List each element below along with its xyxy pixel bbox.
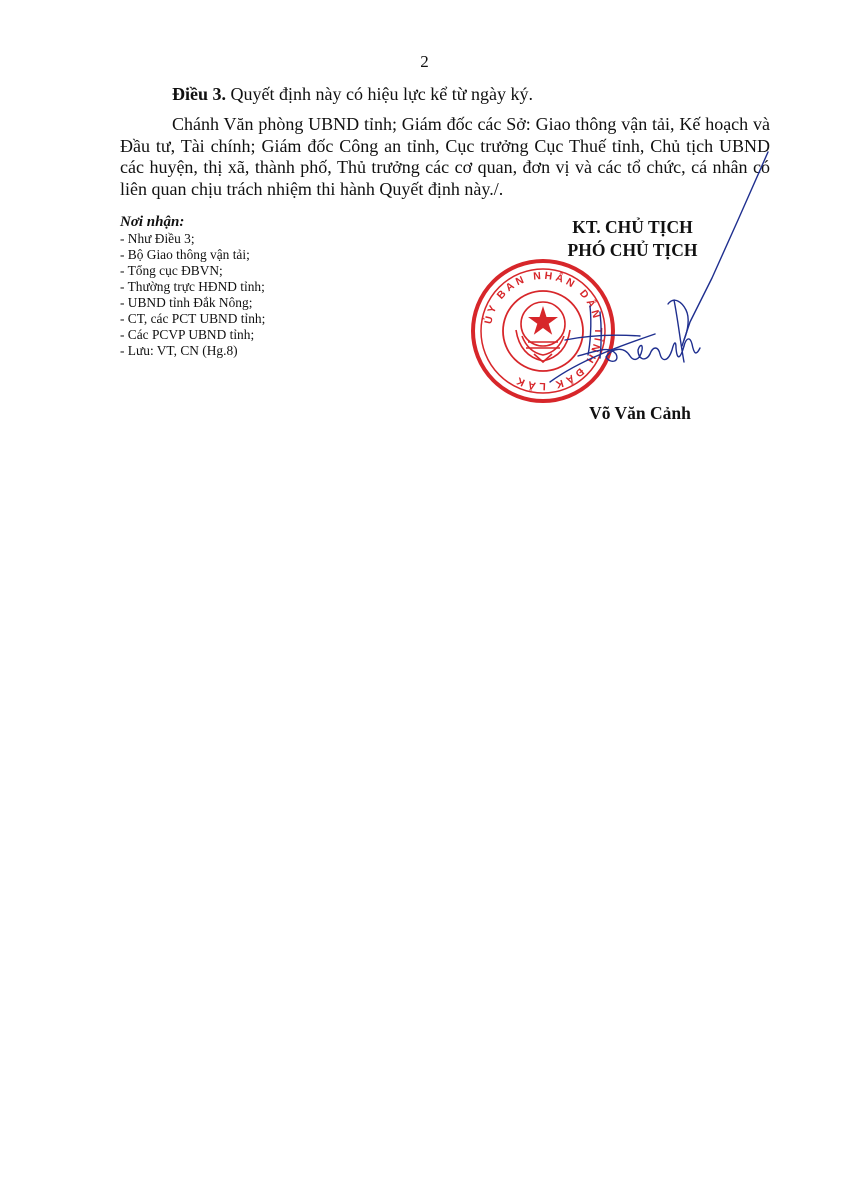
recipients-list (120, 231, 380, 359)
recipients-title: Nơi nhận: (120, 214, 185, 230)
signer-name: Võ Văn Cảnh (589, 403, 691, 423)
article-label: Điều 3. (172, 84, 226, 104)
recipient-item: - Lưu: VT, CN (Hg.8) (120, 343, 238, 358)
seal-text: ỦY BAN NHÂN DÂN TỈNH ĐẮK LẮK (482, 269, 605, 393)
signature-authority: KT. CHỦ TỊCH (572, 217, 693, 237)
recipient-item: - Như Điều 3; (120, 231, 195, 246)
recipient-item: - CT, các PCT UBND tỉnh; (120, 311, 266, 326)
signature-position: PHÓ CHỦ TỊCH (567, 240, 698, 260)
recipient-item: - Thường trực HĐND tỉnh; (120, 279, 265, 294)
execution-paragraph: Chánh Văn phòng UBND tỉnh; Giám đốc các Sở: Giao thông vận tải, Kế hoạch và Đầu tư, Tài chính; Giám đốc Công an tỉnh, Cục trưởng Cục Thuế tỉnh, Chủ tịch UBND các huyện, thị xã, thành phố, Thủ trưởng các cơ quan, đơn vị và các tổ chức, cá nhân có liên quan chịu trách nhiệm thi hành Quyết định này./. (120, 114, 770, 199)
recipients-block (120, 214, 380, 359)
page-number: 2 (420, 52, 429, 71)
handwritten-signature (490, 150, 790, 390)
recipient-item: - Bộ Giao thông vận tải; (120, 247, 250, 262)
recipient-item: - UBND tỉnh Đắk Nông; (120, 295, 253, 310)
article-text: Quyết định này có hiệu lực kể từ ngày ký. (226, 84, 533, 104)
recipient-item: - Tổng cục ĐBVN; (120, 263, 223, 278)
recipient-item: - Các PCVP UBND tỉnh; (120, 327, 255, 342)
article-3 (120, 84, 770, 106)
